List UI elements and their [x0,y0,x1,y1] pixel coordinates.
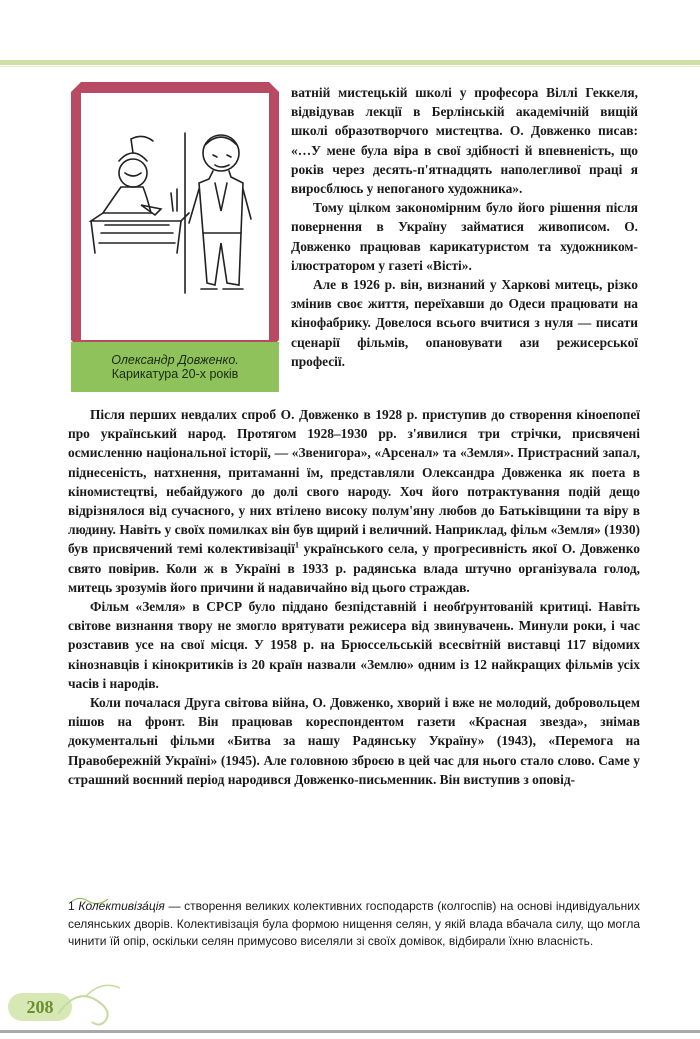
paragraph: Але в 1926 р. він, визнаний у Харкові митець, різко змінив своє життя, переїхавши до Одеси працювати на кінофабрику. Довелося всього вчитися з нуля — писати сценарії фільмів, опановувати ази режисерської професії. [291,277,638,369]
top-divider-thin [0,66,700,67]
bottom-divider [0,1030,700,1033]
paragraph: Тому цілком закономірним було його рішення після повернення в Україну займатися живописом. О. Довженко працював карикатуристом та художником-ілюстратором у газеті «Вісті». [291,200,638,273]
top-divider [0,60,700,65]
footnote-ref[interactable]: 1 [295,540,299,550]
caricature-drawing [81,93,269,340]
side-text-column [291,83,638,371]
caption-title: Олександр Довженко. [111,353,239,367]
footnote [68,898,640,951]
page-swirl-ornament-icon [56,978,136,1028]
paragraph-text-tail: українського села, у прогресивність якої О. Довженко свято повірив. Коли ж в Україні в 1933 р. радянська влада штучно організувала голод, митець зрозумів його причини й надавичайно від цього страждав. [68,541,640,595]
paragraph: ватній мистецькій школі у професора Віллі Геккеля, відвідував лекції в Берлінській академічній вищій школі образотворчого мистецтва. О. Довженко писав: «…У мене була віра в свої здібності й впевненість, що років через десять-п'ятнадцять наполегливої праці я виросблюсь у непоганого художника». [291,85,638,197]
figure-caption [71,342,279,392]
paragraph [68,405,640,597]
footnote-term: Колективіза́ція [78,899,165,913]
main-text-column [68,405,640,789]
paragraph: Коли почалася Друга світова війна, О. Довженко, хворий і вже не молодий, добровольцем пішов на фронт. Він працював кореспондентом газети «Красная звезда», знімав документальні фільми «Битва за нашу Радянську Україну» (1943), «Перемога на Правобережній Україні» (1945). Але головною зброєю в цей час для нього стало слово. Саме у страшний воєнний період народився Довженко-письменник. Він виступив з оповід- [68,695,640,787]
caricature-image [81,93,269,340]
paragraph-text: Після перших невдалих спроб О. Довженко в 1928 р. приступив до створення кіноепопеї про український народ. Протягом 1928–1930 рр. з'явилися три стрічки, присвячені осмисленню національної історії, — «Звенигора», «Арсенал» та «Земля». Пристрасний запал, піднесеність, натхнення, притаманні їм, представляли Олександра Довженка як поета в кіномистецтві, небайдужого до долі свого народу. Хоч його потрактування подій дещо відрізнялося від сучасного, у них втілено високу полум'яну любов до Батьківщини та віру в людину. Навіть у своїх помилках він був щирий і величний. Наприклад, фільм «Земля» (1930) був присвячений темі колективізації [68,407,640,557]
footnote-text: — створення великих колективних господарств (колгоспів) на основі індивідуальних селянських дворів. Колективізація була формою нищення селян, у якій влада вбачала силу, що могла чинити їй опір, оскільки селян примусово виселяли зі своїх домівок, відбирали їхню власність. [68,899,640,948]
footnote-marker: 1 [68,899,75,913]
paragraph: Фільм «Земля» в СРСР було піддано безпідставній і необґрунтованій критиці. Навіть світове визнання твору не змогло врятувати режисера від звинувачень. Минули роки, і час розставив усе на свої місця. У 1958 р. на Брюссельській всесвітній виставці 117 відомих кінознавців і кінокритиків із 20 країн назвали «Землю» одним із 12 найкращих фільмів усіх часів і народів. [68,599,640,691]
page-number: 208 [8,993,72,1021]
caption-subtitle: Карикатура 20-х років [111,367,239,381]
